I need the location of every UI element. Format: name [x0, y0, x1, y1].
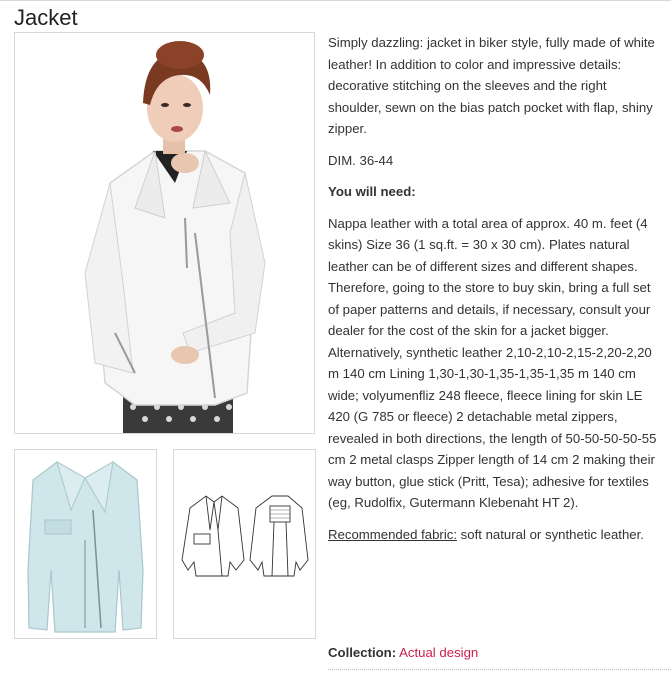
product-description — [328, 32, 658, 555]
description-intro: Simply dazzling: jacket in biker style, fully made of white leather! In addition to color and impressive details: decorative stitching on the sleeves and the right shoulder, sewn on the bias patch pocket with flap, shiny zipper. — [328, 35, 655, 136]
bottom-divider — [328, 669, 671, 670]
page-title: Jacket — [14, 5, 78, 30]
title-divider — [0, 0, 671, 1]
materials-heading: You will need: — [328, 184, 416, 199]
collection-label: Collection: — [328, 645, 397, 660]
collection-line — [328, 642, 478, 664]
recommended-fabric — [328, 524, 658, 546]
recommended-fabric-label: Recommended fabric: — [328, 526, 458, 542]
thumbnail-jacket-photo[interactable] — [14, 449, 157, 639]
light-blue-jacket-illustration — [15, 450, 156, 638]
jacket-sketch-illustration — [174, 450, 315, 638]
thumbnail-sketch[interactable] — [173, 449, 316, 639]
recommended-fabric-value: soft natural or synthetic leather. — [457, 526, 644, 542]
model-photo-illustration — [15, 33, 314, 433]
collection-link[interactable]: Actual design — [399, 645, 479, 660]
main-photo[interactable] — [14, 32, 315, 434]
materials-list: Nappa leather with a total area of approx. 40 m. feet (4 skins) Size 36 (1 sq.ft. = 30 x 30 cm). Plates natural leather can be of different sizes and different shapes. Therefore, going to the store to buy skin, bring a full set of paper patterns and details, if necessary, consult your dealer for the cost of the skin for a jacket bigger. Alternatively, synthetic leather 2,10-2,10-2,15-2,20-2,20 m 140 cm Lining 1,30-1,30-1,35-1,35-1,35 m 140 cm wide; volyumenfliz 248 fleece, fleece lining for skin LE 420 (G 785 or fleece) 2 detachable metal zippers, revealed in both directions, the length of 50-50-50-50-55 cm 2 metal clasps Zipper length of 14 cm 2 making their way button, glue stick (Pritt, Tesa); adhesive for textiles (eg, Rudolfix, Gutermann Klebenaht HT 2). — [328, 215, 657, 510]
dimensions: DIM. 36-44 — [328, 152, 394, 168]
